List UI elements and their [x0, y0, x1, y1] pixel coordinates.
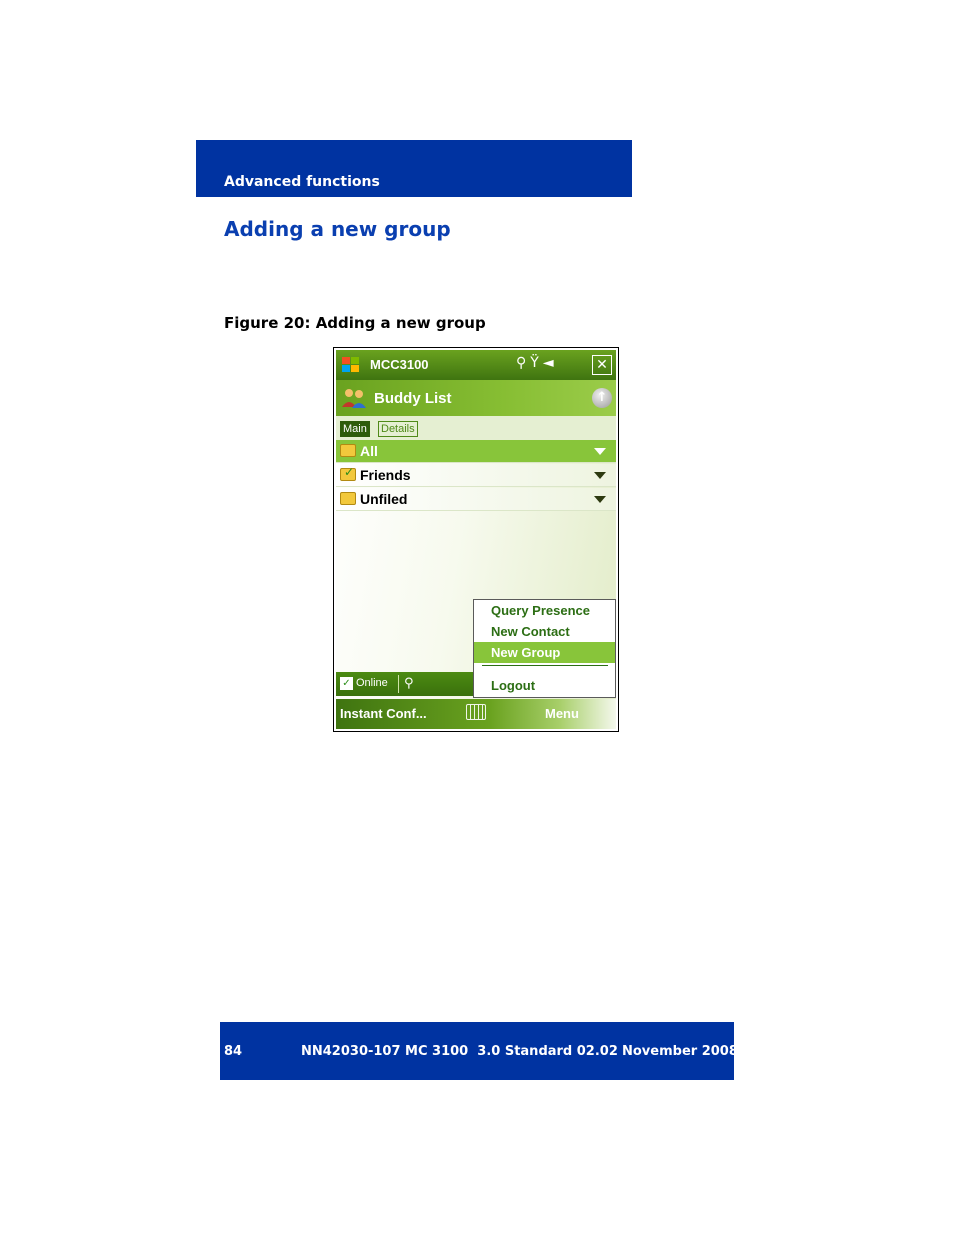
softkey-menu[interactable]: Menu [545, 706, 579, 721]
folder-icon [340, 492, 356, 505]
group-row-friends[interactable] [336, 464, 616, 487]
page-number: 84 [224, 1044, 243, 1059]
phone-screenshot [333, 347, 619, 732]
search-contact-icon[interactable]: ⚲ [404, 676, 414, 691]
document-id: NN42030-107 MC 3100 3.0 Standard 02.02 [301, 1044, 618, 1059]
signal-off-icon[interactable]: Ÿ [530, 355, 539, 371]
titlebar [336, 350, 616, 380]
publication-date: November 2008 [622, 1044, 738, 1059]
connectivity-icon[interactable]: ⚲ [516, 355, 527, 371]
chevron-down-icon[interactable] [594, 496, 606, 503]
buddy-icon [340, 387, 368, 409]
figure-caption: Figure 20: Adding a new group [224, 314, 486, 332]
keyboard-icon[interactable] [466, 704, 486, 720]
tab-main[interactable]: Main [340, 421, 370, 437]
softkey-bar [336, 699, 616, 729]
divider [398, 675, 399, 693]
menu-separator [482, 665, 608, 666]
folder-check-icon [340, 468, 356, 481]
section-header: Advanced functions [224, 174, 380, 190]
close-button[interactable]: ✕ [592, 355, 612, 375]
context-menu [473, 599, 616, 698]
menu-item-logout[interactable]: Logout [491, 678, 536, 693]
status-strip [336, 672, 476, 696]
up-arrow-icon[interactable]: ↑ [592, 388, 612, 408]
group-label: Friends [360, 467, 411, 483]
app-title: Buddy List [374, 390, 452, 407]
tab-bar [336, 416, 616, 440]
page-title: Adding a new group [224, 217, 451, 241]
chevron-down-icon[interactable] [594, 448, 606, 455]
presence-status[interactable]: ✓ Online [340, 677, 388, 690]
chevron-down-icon[interactable] [594, 472, 606, 479]
status-icons [516, 355, 554, 375]
speaker-muted-icon[interactable]: ◄ [542, 355, 554, 371]
group-label: Unfiled [360, 491, 408, 507]
titlebar-title: MCC3100 [370, 357, 429, 372]
softkey-instant-conf[interactable]: Instant Conf... [340, 706, 427, 721]
group-row-all[interactable] [336, 440, 616, 463]
menu-item-new-group[interactable]: New Group [474, 642, 615, 663]
tab-details[interactable]: Details [378, 421, 418, 437]
app-header [336, 380, 616, 416]
group-row-unfiled[interactable] [336, 488, 616, 511]
menu-item-new-contact[interactable]: New Contact [491, 624, 570, 639]
windows-start-icon[interactable] [340, 356, 360, 374]
group-label: All [360, 443, 378, 459]
phone-screen [336, 350, 616, 729]
folder-icon [340, 444, 356, 457]
menu-item-query-presence[interactable]: Query Presence [491, 603, 591, 618]
